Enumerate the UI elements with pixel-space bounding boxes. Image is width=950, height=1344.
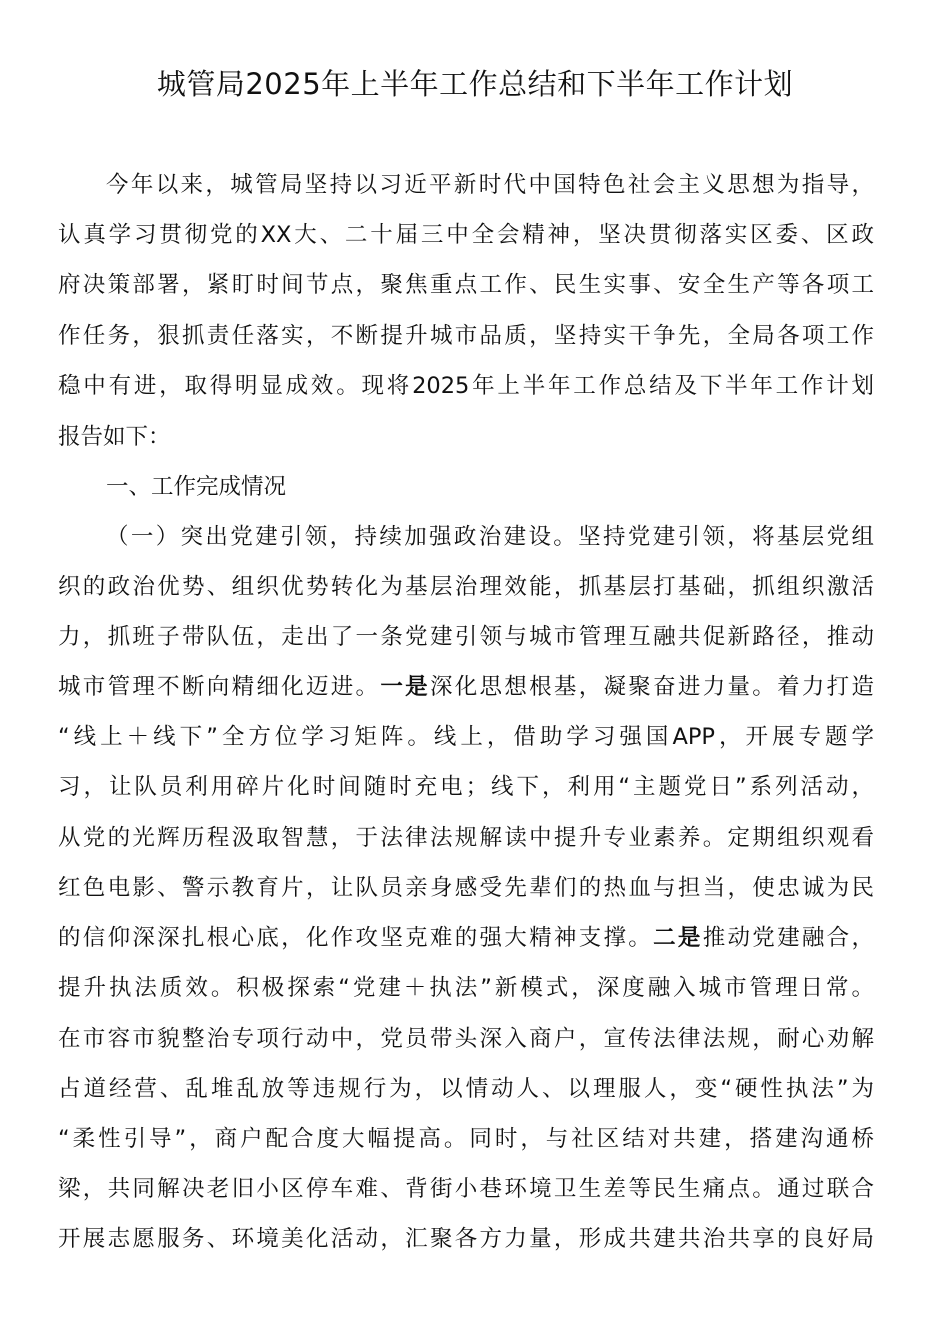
body-text: 城市管理不断向精细化迈进。 <box>58 674 381 700</box>
emphasis-text: 二是 <box>653 925 703 951</box>
section-heading: 一、工作完成情况 <box>106 474 287 500</box>
body-line: 占道经营、乱堆乱放等违规行为，以情动人、以理服人，变“硬性执法”为 <box>58 1076 874 1102</box>
emphasis-text: 一是 <box>380 674 430 700</box>
body-line: 从党的光辉历程汲取智慧，于法律法规解读中提升专业素养。定期组织观看 <box>58 825 874 851</box>
body-line: 提升执法质效。积极探索“党建＋执法”新模式，深度融入城市管理日常。 <box>58 975 874 1001</box>
body-text: 推动党建融合， <box>702 925 874 951</box>
body-line <box>58 670 874 704</box>
intro-line: 认真学习贯彻党的XX大、二十届三中全会精神，坚决贯彻落实区委、区政 <box>58 222 874 248</box>
body-line: “柔性引导”，商户配合度大幅提高。同时，与社区结对共建，搭建沟通桥 <box>58 1126 874 1152</box>
body-line <box>58 921 874 955</box>
body-line: 在市容市貌整治专项行动中，党员带头深入商户，宣传法律法规，耐心劝解 <box>58 1026 874 1052</box>
intro-line: 报告如下： <box>58 424 171 450</box>
body-text: 深化思想根基，凝聚奋进力量。着力打造 <box>429 674 874 700</box>
intro-line: 作任务，狠抓责任落实，不断提升城市品质，坚持实干争先，全局各项工作 <box>58 323 874 349</box>
body-line: 力，抓班子带队伍，走出了一条党建引领与城市管理互融共促新路径，推动 <box>58 624 874 650</box>
intro-line: 稳中有进，取得明显成效。现将2025年上半年工作总结及下半年工作计划 <box>58 373 874 399</box>
body-text: 的信仰深深扎根心底，化作攻坚克难的强大精神支撑。 <box>58 925 654 951</box>
body-line: 红色电影、警示教育片，让队员亲身感受先辈们的热血与担当，使忠诚为民 <box>58 875 874 901</box>
document-title: 城管局2025年上半年工作总结和下半年工作计划 <box>156 67 794 101</box>
body-line: “线上＋线下”全方位学习矩阵。线上，借助学习强国APP，开展专题学 <box>58 724 874 750</box>
body-line: 习，让队员利用碎片化时间随时充电；线下，利用“主题党日”系列活动， <box>58 774 874 800</box>
body-line: 梁，共同解决老旧小区停车难、背街小巷环境卫生差等民生痛点。通过联合 <box>58 1176 874 1202</box>
body-line: （一）突出党建引领，持续加强政治建设。坚持党建引领，将基层党组 <box>106 524 874 550</box>
body-line: 织的政治优势、组织优势转化为基层治理效能，抓基层打基础，抓组织激活 <box>58 574 874 600</box>
body-line: 开展志愿服务、环境美化活动，汇聚各方力量，形成共建共治共享的良好局 <box>58 1226 874 1252</box>
intro-line: 今年以来，城管局坚持以习近平新时代中国特色社会主义思想为指导， <box>106 172 874 198</box>
intro-line: 府决策部署，紧盯时间节点，聚焦重点工作、民生实事、安全生产等各项工 <box>58 272 874 298</box>
